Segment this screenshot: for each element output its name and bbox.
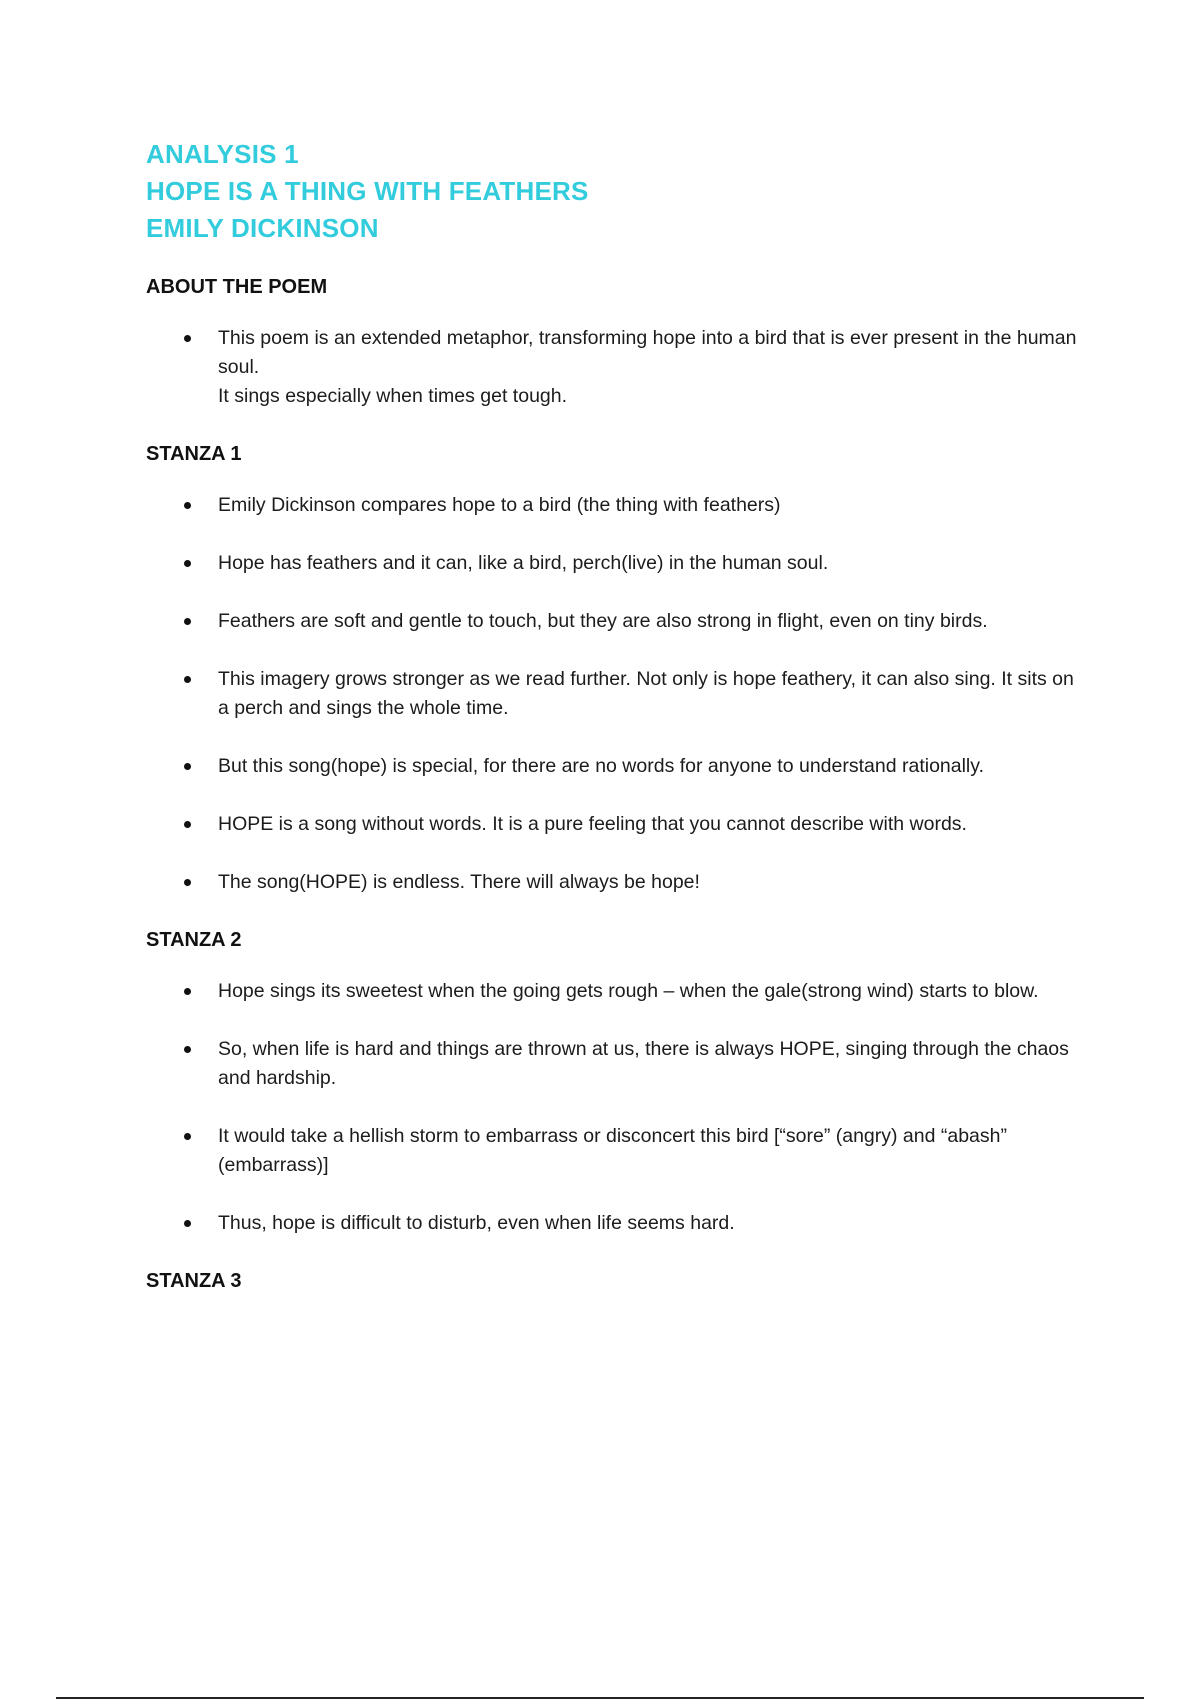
section-heading: STANZA 1 (146, 443, 242, 465)
bullet-item (146, 1209, 1086, 1238)
bullet-icon (184, 1220, 191, 1227)
title-author: EMILY DICKINSON (146, 213, 379, 243)
bullet-item (146, 549, 1086, 578)
bullet-text: Thus, hope is difficult to disturb, even when life seems hard. (218, 1212, 735, 1234)
section-stanza-2 (146, 926, 1086, 1238)
bullet-text: HOPE is a song without words. It is a pure feeling that you cannot describe with words. (218, 813, 967, 835)
bullet-text: The song(HOPE) is endless. There will always be hope! (218, 871, 700, 893)
bullet-text: Emily Dickinson compares hope to a bird (the thing with feathers) (218, 494, 781, 516)
bullet-icon (184, 879, 191, 886)
section-about-the-poem (146, 273, 1086, 411)
bullet-icon (184, 821, 191, 828)
bullet-item (146, 810, 1086, 839)
section-heading: STANZA 3 (146, 1270, 242, 1292)
bullet-text: Hope has feathers and it can, like a bird, perch(live) in the human soul. (218, 552, 829, 574)
section-heading: ABOUT THE POEM (146, 276, 328, 298)
bullet-text-line: It sings especially when times get tough. (218, 385, 568, 407)
bullet-icon (184, 1046, 191, 1053)
bullet-list (146, 324, 1086, 411)
bullet-item (146, 1122, 1086, 1180)
bullet-item (146, 324, 1086, 411)
bullet-item (146, 868, 1086, 897)
bullet-list (146, 977, 1086, 1238)
section-stanza-1 (146, 440, 1086, 897)
bullet-icon (184, 1133, 191, 1140)
bullet-icon (184, 335, 191, 342)
bullet-text: Hope sings its sweetest when the going gets rough – when the gale(strong wind) starts to blow. (218, 980, 1039, 1002)
page-bottom-divider (56, 1697, 1144, 1699)
bullet-text: Feathers are soft and gentle to touch, but they are also strong in flight, even on tiny birds. (218, 610, 988, 632)
title-poem-name: HOPE IS A THING WITH FEATHERS (146, 176, 589, 206)
bullet-icon (184, 502, 191, 509)
bullet-text: So, when life is hard and things are thrown at us, there is always HOPE, singing through the chaos and hardship. (218, 1038, 1069, 1089)
document-content (146, 136, 1086, 1318)
bullet-item (146, 752, 1086, 781)
bullet-text: But this song(hope) is special, for there are no words for anyone to understand rationally. (218, 755, 984, 777)
section-heading: STANZA 2 (146, 929, 242, 951)
bullet-icon (184, 618, 191, 625)
bullet-item (146, 607, 1086, 636)
bullet-text: This imagery grows stronger as we read further. Not only is hope feathery, it can also sing. It sits on a perch and sings the whole time. (218, 668, 1074, 719)
bullet-text-line: This poem is an extended metaphor, transforming hope into a bird that is ever present in the human soul. (218, 327, 1077, 378)
bullet-item (146, 977, 1086, 1006)
bullet-item (146, 1035, 1086, 1093)
section-stanza-3 (146, 1267, 1086, 1295)
bullet-icon (184, 560, 191, 567)
bullet-icon (184, 763, 191, 770)
bullet-item (146, 665, 1086, 723)
bullet-icon (184, 988, 191, 995)
bullet-icon (184, 676, 191, 683)
bullet-text: It would take a hellish storm to embarrass or disconcert this bird [“sore” (angry) and “abash” (embarrass)] (218, 1125, 1007, 1176)
bullet-item (146, 491, 1086, 520)
title-analysis-number: ANALYSIS 1 (146, 139, 299, 169)
bullet-text (218, 324, 1086, 411)
document-title (146, 136, 1086, 247)
bullet-list (146, 491, 1086, 897)
